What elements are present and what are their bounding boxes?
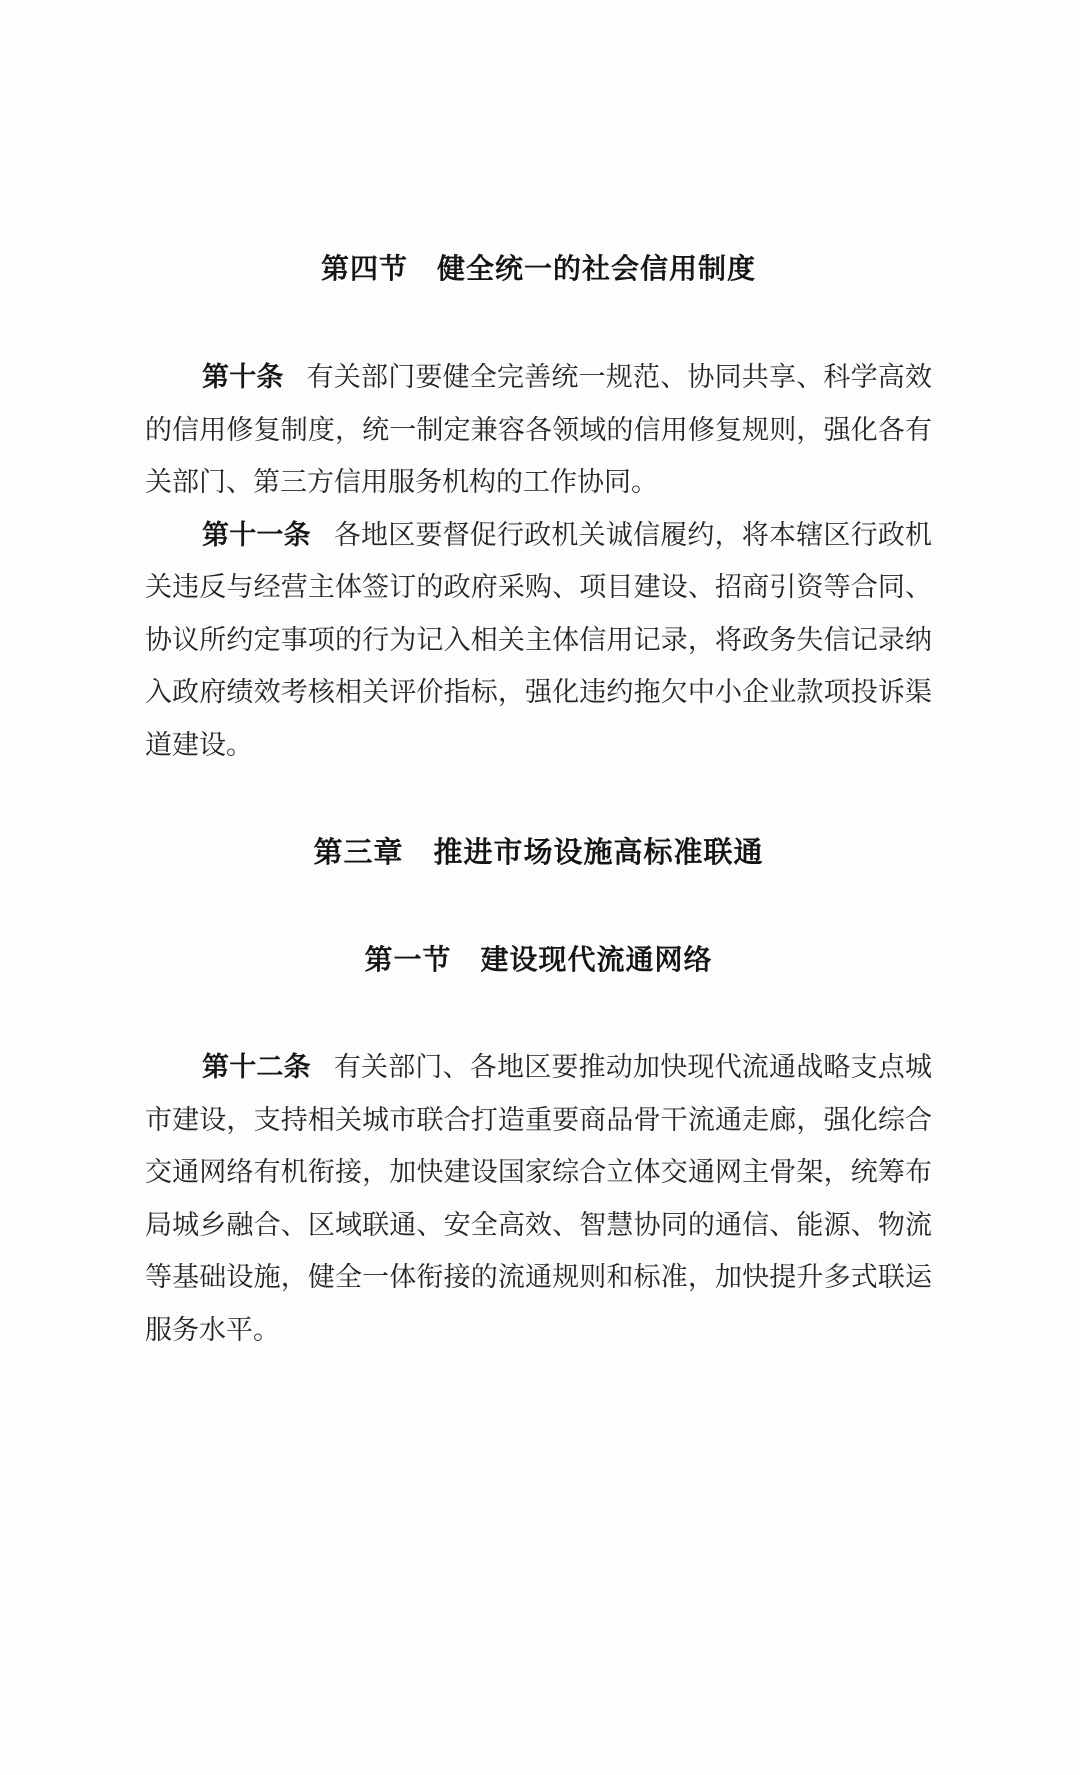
- section-1-heading: 第一节 建设现代流通网络: [364, 944, 713, 975]
- paragraph-line-text: 有关部门要健全完善统一规范、协同共享、科学高效: [306, 362, 933, 392]
- section-4-heading: 第四节 健全统一的社会信用制度: [320, 253, 756, 284]
- paragraph-line: 等基础设施，健全一体衔接的流通规则和标准，加快提升多式联运: [145, 1262, 932, 1292]
- article-11-number: 第十一条: [202, 519, 311, 550]
- paragraph-line-text: 有关部门、各地区要推动加快现代流通战略支点城: [333, 1052, 933, 1082]
- paragraph-line: 交通网络有机衔接，加快建设国家综合立体交通网主骨架，统筹布: [145, 1157, 932, 1187]
- document-page: [0, 248, 1080, 1775]
- paragraph-line: [145, 1041, 932, 1094]
- paragraph-line: 服务水平。: [145, 1314, 280, 1345]
- paragraph-line: [145, 351, 932, 404]
- article-12-number: 第十二条: [202, 1052, 311, 1082]
- article-10-number: 第十条: [202, 362, 284, 392]
- paragraph-line: 入政府绩效考核相关评价指标，强化违约拖欠中小企业款项投诉渠: [145, 677, 932, 707]
- article-10-paragraph: [145, 351, 932, 509]
- paragraph-line: [145, 509, 932, 562]
- paragraph-line: 关违反与经营主体签订的政府采购、项目建设、招商引资等合同、: [145, 572, 932, 602]
- paragraph-line-text: 各地区要督促行政机关诚信履约，将本辖区行政机: [333, 519, 933, 550]
- chapter-3-heading: 第三章 推进市场设施高标准联通: [313, 837, 764, 869]
- paragraph-line: 道建设。: [145, 729, 253, 760]
- paragraph-line: 市建设，支持相关城市联合打造重要商品骨干流通走廊，强化综合: [145, 1104, 932, 1135]
- paragraph-line: 局城乡融合、区域联通、安全高效、智慧协同的通信、能源、物流: [145, 1209, 932, 1240]
- article-11-paragraph: [145, 509, 932, 772]
- paragraph-line: 关部门、第三方信用服务机构的工作协同。: [145, 467, 658, 497]
- paragraph-line: 的信用修复制度，统一制定兼容各领域的信用修复规则，强化各有: [145, 414, 932, 445]
- paragraph-line: 协议所约定事项的行为记入相关主体信用记录，将政务失信记录纳: [145, 624, 932, 655]
- article-12-paragraph: [145, 1041, 932, 1356]
